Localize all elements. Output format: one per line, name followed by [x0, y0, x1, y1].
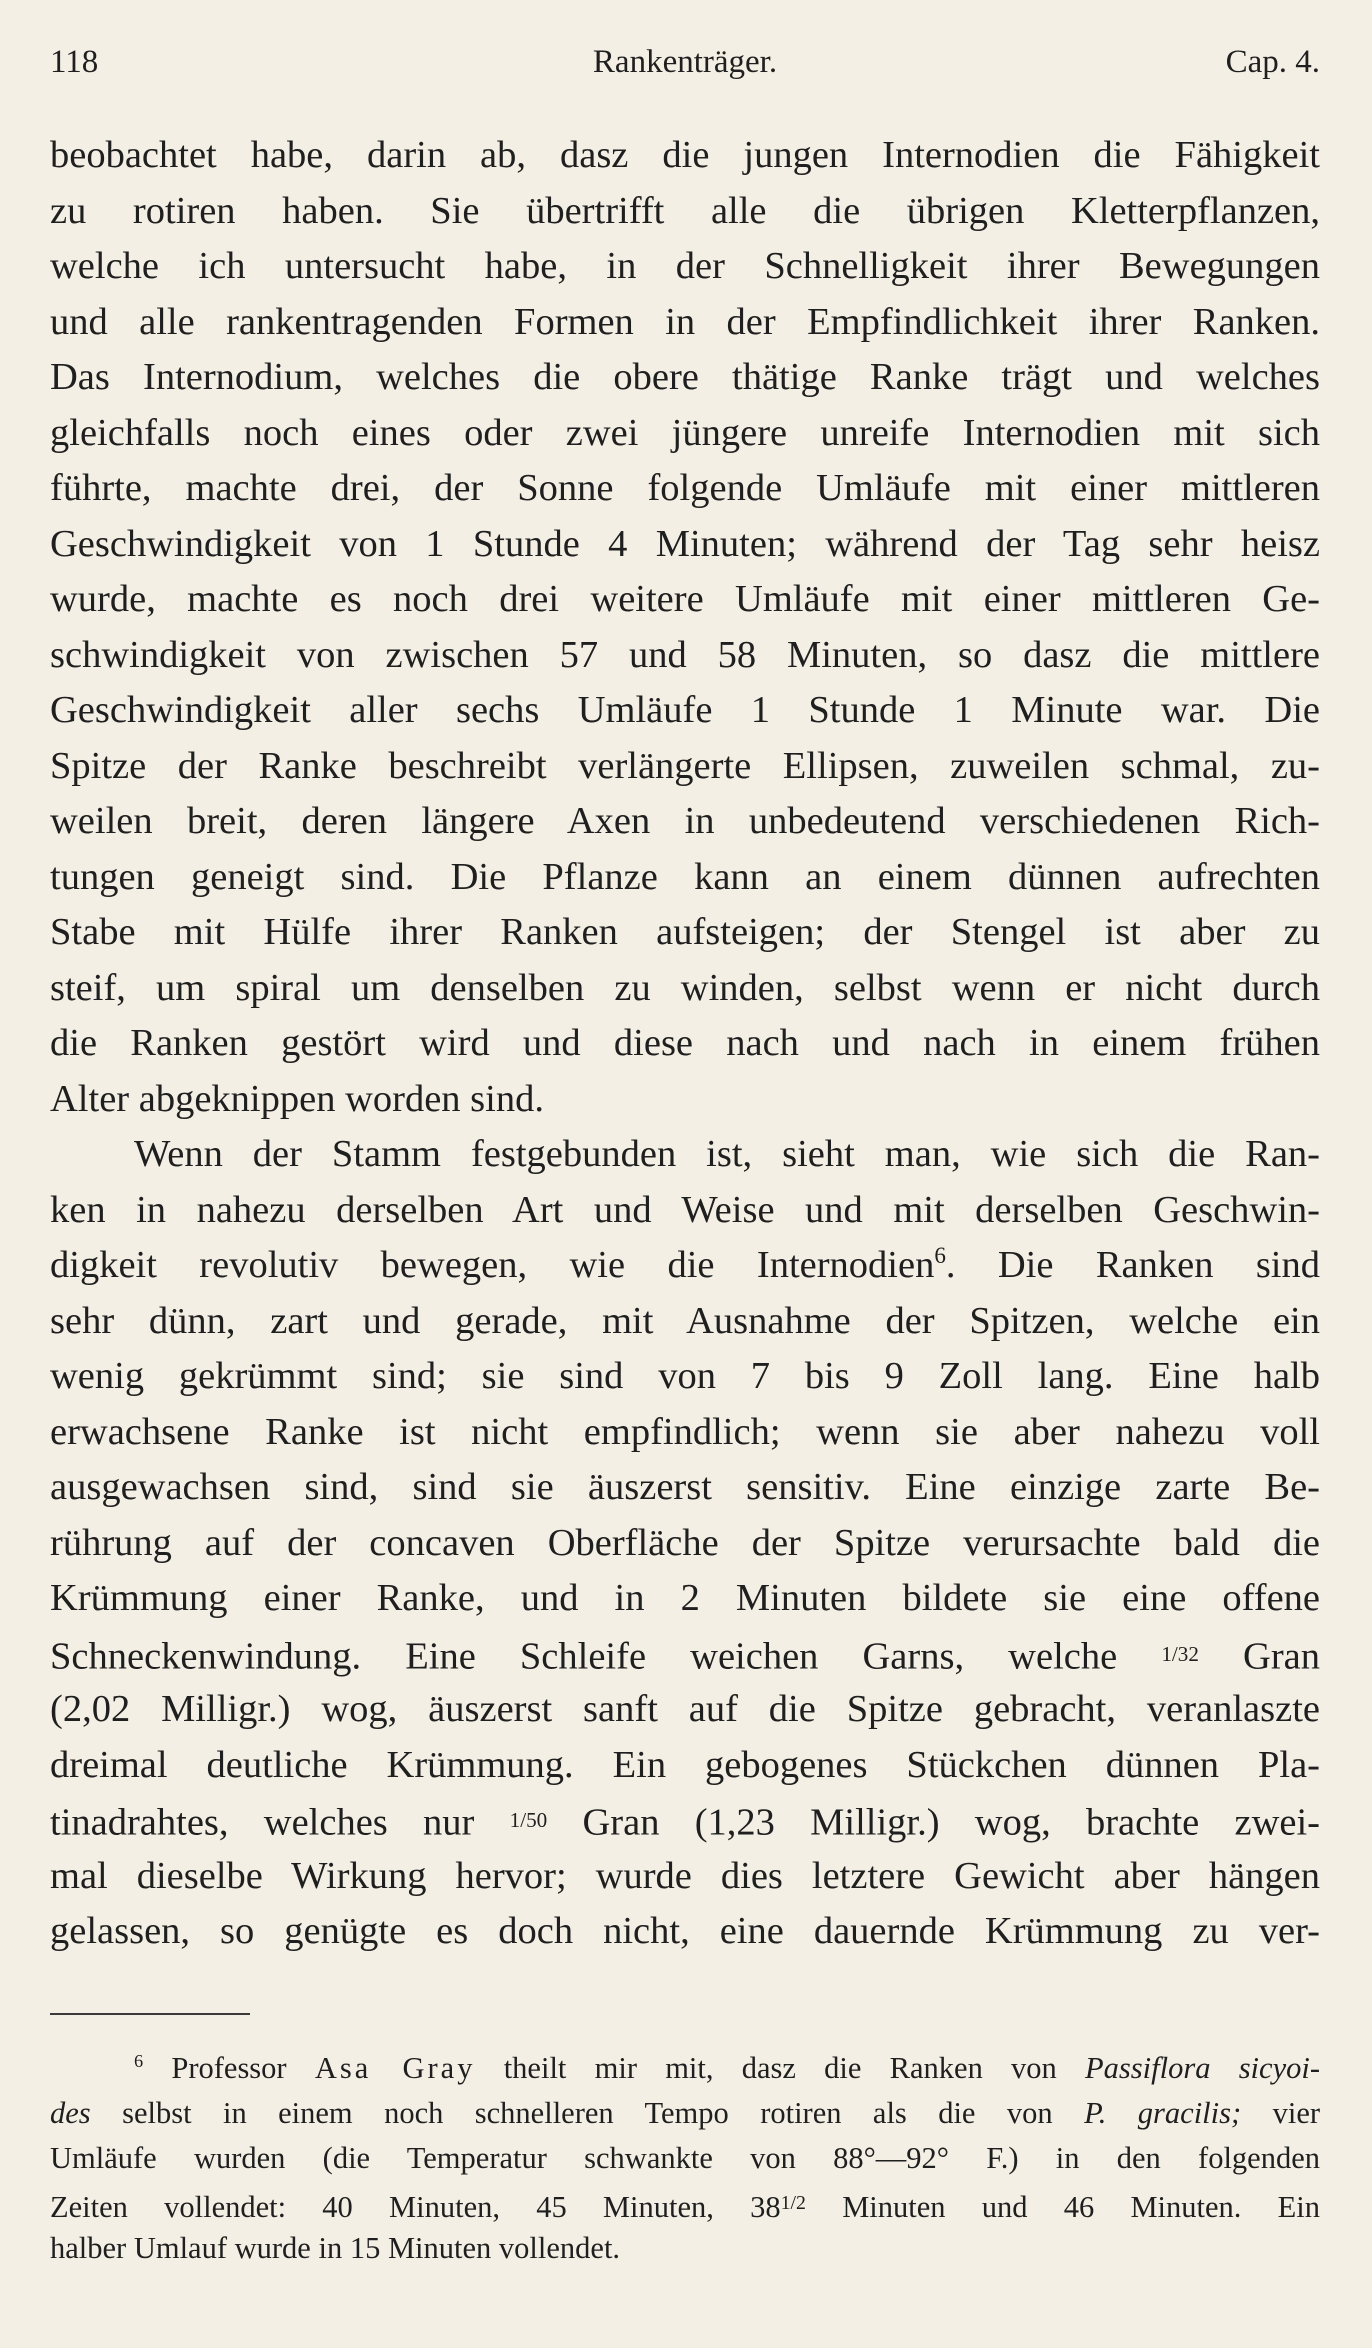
text-line: Spitze der Ranke beschreibt verlängerte Ellipsen, zuweilen schmal, zu-	[50, 744, 1320, 787]
text-line: digkeit revolutiv bewegen, wie die Internodien$^6$. Die Ranken sind	[50, 1242, 1320, 1286]
text-line: Wenn der Stamm festgebunden ist, sieht man, wie sich die Ran-	[134, 1133, 1320, 1175]
text-line: Stabe mit Hülfe ihrer Ranken aufsteigen; der Stengel ist aber zu	[50, 911, 1320, 953]
text-line: sehr dünn, zart und gerade, mit Ausnahme der Spitzen, welche ein	[50, 1299, 1320, 1342]
text-line: steif, um spiral um denselben zu winden, selbst wenn er nicht durch	[50, 966, 1320, 1009]
page-number: 118	[50, 44, 99, 80]
text-line: gleichfalls noch eines oder zwei jüngere unreife Internodien mit sich	[50, 411, 1320, 454]
text-line: zu rotiren haben. Sie übertrifft alle die übrigen Kletterpflanzen,	[50, 189, 1320, 232]
page-header	[50, 44, 1320, 94]
footnote	[50, 2046, 1320, 2271]
text-line: gelassen, so genügte es doch nicht, eine dauernde Krümmung zu ver-	[50, 1910, 1320, 1952]
text-line: wenig gekrümmt sind; sie sind von 7 bis 9 Zoll lang. Eine halb	[50, 1355, 1320, 1397]
text-line: weilen breit, deren längere Axen in unbedeutend verschiedenen Rich-	[50, 800, 1320, 842]
footnote-line: Zeiten vollendet: 40 Minuten, 45 Minuten, $38^{1/2}$ Minuten und 46 Minuten. Ein	[50, 2189, 1320, 2224]
text-line: Geschwindigkeit von 1 Stunde 4 Minuten; während der Tag sehr heisz	[50, 522, 1320, 565]
footnote-line: Umläufe wurden (die Temperatur schwankte von 88°—92° F.) in den folgenden	[50, 2141, 1320, 2175]
text-line: und alle rankentragenden Formen in der Empfindlichkeit ihrer Ranken.	[50, 300, 1320, 343]
footnote-marker: 6	[134, 2050, 144, 2071]
text-line: die Ranken gestört wird und diese nach und nach in einem frühen	[50, 1022, 1320, 1064]
text-line: wurde, machte es noch drei weitere Umläufe mit einer mittleren Ge-	[50, 578, 1320, 620]
text-line: (2,02 Milligr.) wog, äuszerst sanft auf die Spitze gebracht, veranlaszte	[50, 1688, 1320, 1730]
footnote-line: $^6$ Professor Asa Gray theilt mir mit, dasz die Ranken von Passiflora sicyoi-	[134, 2050, 1320, 2085]
text-line: schwindigkeit von zwischen 57 und 58 Minuten, so dasz die mittlere	[50, 633, 1320, 676]
fraction: 1/32	[1161, 1641, 1199, 1666]
text-line: Schneckenwindung. Eine Schleife weichen Garns, welche 1/32 Gran	[50, 1627, 1320, 1683]
fraction: 1/50	[509, 1808, 548, 1832]
text-line: Krümmung einer Ranke, und in 2 Minuten bildete sie eine offene	[50, 1577, 1320, 1619]
text-line: dreimal deutliche Krümmung. Ein gebogenes Stückchen dünnen Pla-	[50, 1743, 1320, 1786]
footnote-line: halber Umlauf wurde in 15 Minuten vollendet.	[50, 2231, 621, 2265]
main-text	[50, 128, 1320, 1960]
text-line: ausgewachsen sind, sind sie äuszerst sensitiv. Eine einzige zarte Be-	[50, 1466, 1320, 1508]
text-line: Alter abgeknippen worden sind.	[50, 1077, 544, 1120]
running-title: Rankenträger.	[592, 44, 778, 80]
text-line: Das Internodium, welches die obere thätige Ranke trägt und welches	[50, 356, 1320, 398]
text-line: welche ich untersucht habe, in der Schnelligkeit ihrer Bewegungen	[50, 245, 1320, 287]
chapter-label: Cap. 4.	[1225, 44, 1320, 80]
text-line: rührung auf der concaven Oberfläche der Spitze verursachte bald die	[50, 1521, 1320, 1564]
footnote-reference[interactable]: 6	[934, 1242, 946, 1269]
text-line: führte, machte drei, der Sonne folgende Umläufe mit einer mittleren	[50, 467, 1320, 509]
text-line: Geschwindigkeit aller sechs Umläufe 1 Stunde 1 Minute war. Die	[50, 689, 1320, 731]
text-line: tinadrahtes, welches nur 1/50 Gran (1,23 Milligr.) wog, brachte zwei-	[50, 1793, 1320, 1849]
text-line: tungen geneigt sind. Die Pflanze kann an einem dünnen aufrechten	[50, 855, 1320, 898]
text-line: erwachsene Ranke ist nicht empfindlich; wenn sie aber nahezu voll	[50, 1410, 1320, 1453]
footnote-divider	[50, 2013, 250, 2015]
text-line: beobachtet habe, darin ab, dasz die jungen Internodien die Fähigkeit	[50, 134, 1320, 176]
text-line: ken in nahezu derselben Art und Weise und mit derselben Geschwin-	[50, 1188, 1320, 1231]
text-line: mal dieselbe Wirkung hervor; wurde dies letztere Gewicht aber hängen	[50, 1854, 1320, 1897]
footnote-line: des selbst in einem noch schnelleren Tempo rotiren als die von P. gracilis; vier	[50, 2096, 1321, 2130]
